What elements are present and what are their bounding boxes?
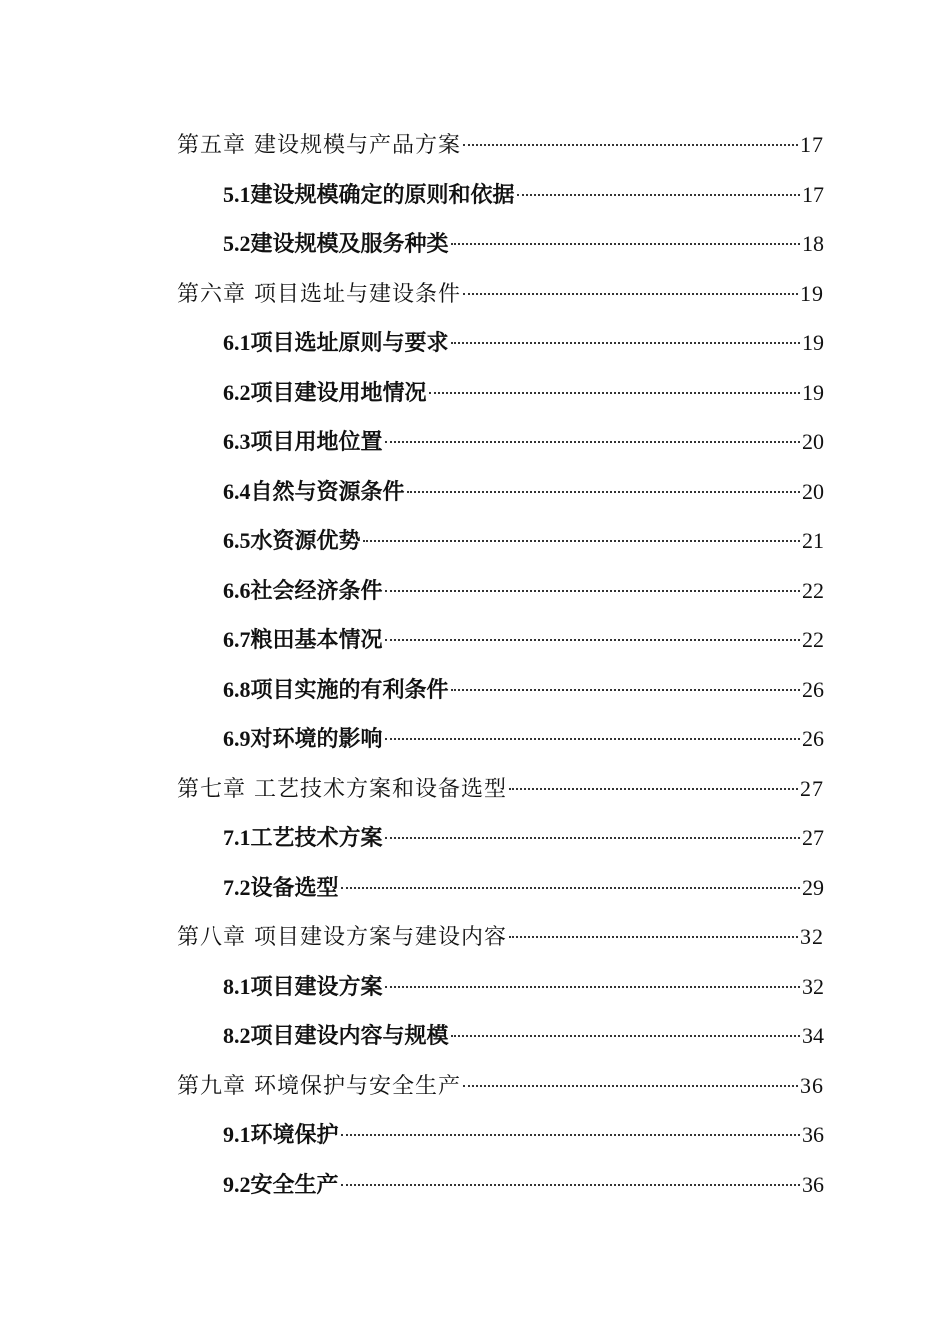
toc-entry-number: 8.1 — [223, 973, 251, 999]
toc-entry-title: 第六章 项目选址与建设条件 — [177, 281, 461, 307]
toc-dot-leader — [385, 837, 800, 839]
toc-chapter-entry[interactable] — [177, 128, 824, 162]
toc-entry-number: 6.1 — [223, 330, 251, 355]
toc-section-entry[interactable] — [223, 1168, 824, 1202]
toc-entry-title: 安全生产 — [250, 1171, 339, 1198]
toc-entry-title: 粮田基本情况 — [250, 627, 383, 653]
toc-entry-title: 工艺技术方案 — [250, 825, 383, 851]
toc-entry-title: 建设规模及服务种类 — [250, 231, 449, 257]
toc-section-entry[interactable] — [223, 1019, 824, 1053]
toc-entry-number: 6.3 — [223, 429, 251, 454]
toc-section-entry[interactable] — [223, 623, 824, 657]
toc-entry-title: 项目选址原则与要求 — [250, 330, 449, 356]
toc-page-number: 17 — [800, 132, 824, 157]
toc-page-number: 34 — [802, 1023, 824, 1048]
toc-entry-title: 设备选型 — [250, 874, 339, 901]
toc-dot-leader — [385, 639, 800, 641]
toc-entry-title: 对环境的影响 — [250, 726, 383, 752]
toc-entry-number: 7.1 — [223, 825, 251, 850]
toc-dot-leader — [429, 392, 800, 394]
toc-dot-leader — [463, 144, 798, 146]
toc-page-number: 19 — [800, 280, 824, 306]
toc-dot-leader — [407, 491, 800, 493]
toc-entry-title: 项目实施的有利条件 — [250, 676, 449, 703]
toc-page-number: 27 — [802, 825, 824, 850]
toc-entry-number: 6.6 — [223, 577, 251, 603]
toc-page-number: 20 — [802, 429, 824, 454]
toc-section-entry[interactable] — [223, 673, 824, 707]
toc-page-number: 26 — [802, 676, 824, 702]
toc-dot-leader — [451, 1035, 800, 1037]
toc-entry-number: 6.7 — [223, 627, 251, 652]
toc-dot-leader — [385, 441, 800, 443]
toc-entry-number: 6.5 — [223, 528, 251, 553]
toc-section-entry[interactable] — [223, 970, 824, 1004]
toc-entry-number: 9.1 — [223, 1122, 251, 1147]
toc-entry-number: 6.2 — [223, 379, 251, 405]
toc-dot-leader — [463, 293, 798, 295]
toc-page-number: 22 — [802, 577, 824, 603]
toc-entry-title: 第七章 工艺技术方案和设备选型 — [177, 776, 507, 802]
toc-entry-number: 8.2 — [223, 1023, 251, 1048]
toc-dot-leader — [509, 936, 798, 938]
toc-section-entry[interactable] — [223, 227, 824, 261]
toc-section-entry[interactable] — [223, 524, 824, 558]
toc-dot-leader — [341, 1184, 800, 1186]
toc-dot-leader — [385, 590, 800, 592]
toc-entry-title: 建设规模确定的原则和依据 — [250, 181, 515, 208]
toc-page-number: 19 — [802, 379, 824, 405]
toc-dot-leader — [463, 1085, 798, 1087]
toc-entry-title: 第九章 环境保护与安全生产 — [177, 1073, 461, 1099]
toc-entry-number: 5.2 — [223, 231, 251, 256]
toc-entry-title: 项目建设用地情况 — [250, 379, 427, 406]
toc-entry-number: 9.2 — [223, 1171, 251, 1197]
toc-entry-title: 第五章 建设规模与产品方案 — [177, 133, 461, 158]
toc-entry-title: 项目建设方案 — [250, 973, 383, 1000]
toc-page-number: 27 — [800, 775, 824, 801]
toc-dot-leader — [385, 986, 800, 988]
toc-chapter-entry[interactable] — [177, 277, 824, 311]
toc-dot-leader — [451, 689, 800, 691]
toc-dot-leader — [385, 738, 800, 740]
toc-entry-title: 自然与资源条件 — [250, 478, 405, 505]
toc-dot-leader — [363, 540, 800, 542]
toc-section-entry[interactable] — [223, 376, 824, 410]
toc-entry-number: 6.8 — [223, 676, 251, 702]
toc-dot-leader — [517, 194, 800, 196]
toc-section-entry[interactable] — [223, 326, 824, 360]
toc-entry-title: 项目建设内容与规模 — [250, 1023, 449, 1049]
toc-page-number: 18 — [802, 231, 824, 256]
toc-entry-number: 6.9 — [223, 726, 251, 751]
toc-dot-leader — [451, 243, 800, 245]
toc-page-number: 20 — [802, 478, 824, 504]
toc-page-number: 32 — [800, 924, 824, 949]
toc-section-entry[interactable] — [223, 425, 824, 459]
toc-chapter-entry[interactable] — [177, 772, 824, 806]
toc-page-number: 36 — [802, 1122, 824, 1147]
toc-dot-leader — [341, 1134, 800, 1136]
toc-chapter-entry[interactable] — [177, 920, 824, 954]
toc-entry-title: 项目用地位置 — [250, 429, 383, 455]
toc-page-number: 36 — [800, 1072, 824, 1098]
toc-entry-title: 环境保护 — [250, 1122, 339, 1148]
toc-section-entry[interactable] — [223, 178, 824, 212]
toc-entry-title: 水资源优势 — [250, 528, 361, 554]
toc-section-entry[interactable] — [223, 722, 824, 756]
toc-section-entry[interactable] — [223, 871, 824, 905]
toc-entry-title: 社会经济条件 — [250, 577, 383, 604]
toc-dot-leader — [341, 887, 800, 889]
toc-page-number: 22 — [802, 627, 824, 652]
toc-page-number: 32 — [802, 973, 824, 999]
toc-section-entry[interactable] — [223, 574, 824, 608]
toc-dot-leader — [451, 342, 800, 344]
toc-page-number: 29 — [802, 874, 824, 900]
toc-section-entry[interactable] — [223, 1118, 824, 1152]
toc-entry-number: 6.4 — [223, 478, 251, 504]
toc-entry-number: 5.1 — [223, 181, 251, 207]
toc-section-entry[interactable] — [223, 821, 824, 855]
toc-page-number: 17 — [802, 181, 824, 207]
toc-page-number: 36 — [802, 1171, 824, 1197]
toc-chapter-entry[interactable] — [177, 1069, 824, 1103]
toc-entry-title: 第八章 项目建设方案与建设内容 — [177, 925, 507, 950]
toc-page-number: 26 — [802, 726, 824, 751]
toc-dot-leader — [509, 788, 798, 790]
toc-page-number: 19 — [802, 330, 824, 355]
toc-entry-number: 7.2 — [223, 874, 251, 900]
toc-section-entry[interactable] — [223, 475, 824, 509]
toc-page-number: 21 — [802, 528, 824, 553]
